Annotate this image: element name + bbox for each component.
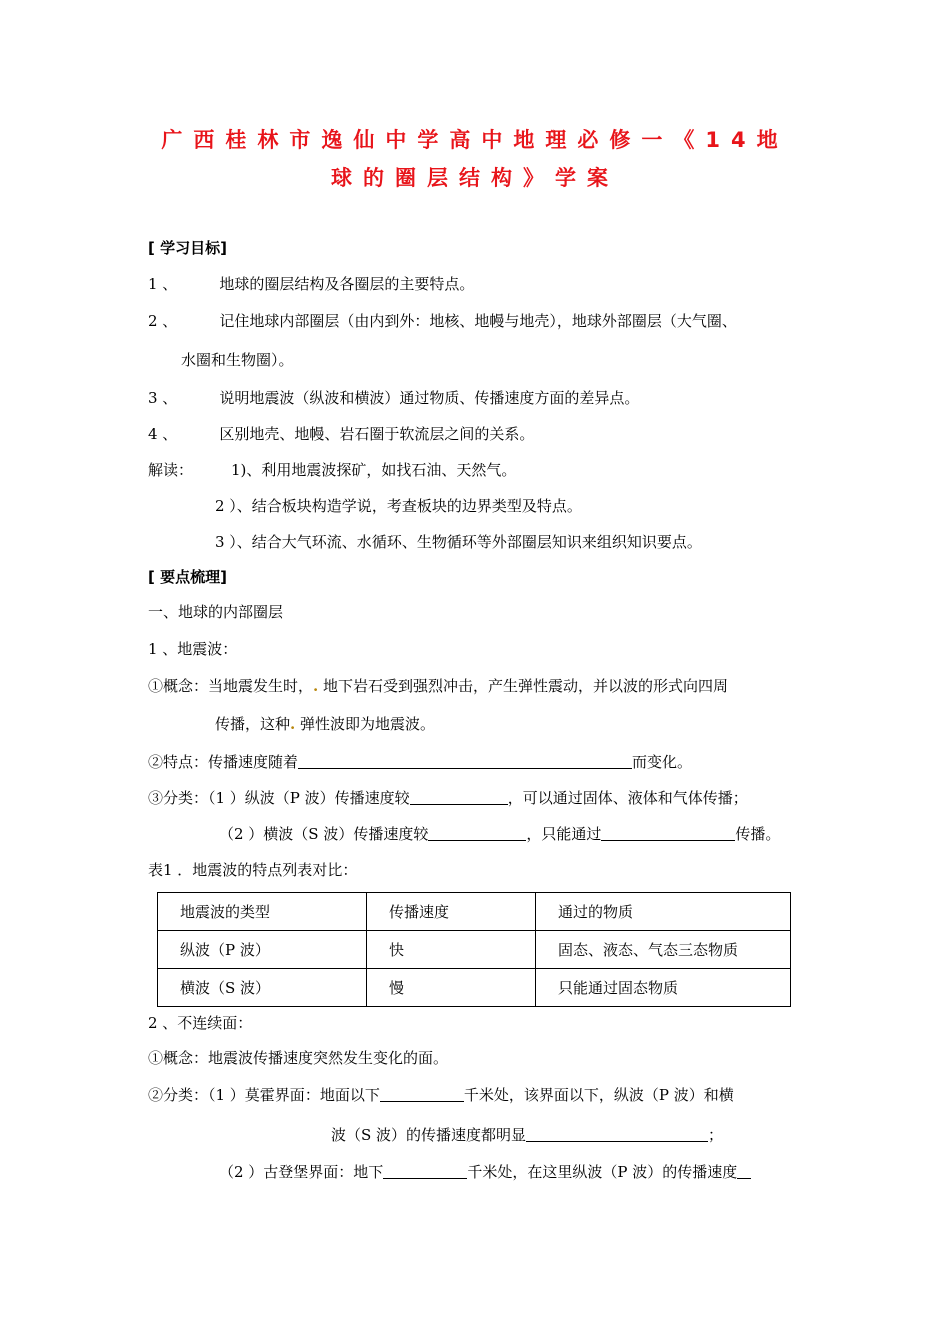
section-inner-layers: 一、地球的内部圈层 [148, 603, 284, 621]
table-cell: 固态、液态、气态三态物质 [536, 931, 791, 969]
classification-line-2 [219, 824, 780, 844]
interpret-item-3: 3 ）、结合大气环流、水循环、生物循环等外部圈层知识来组织知识要点。 [215, 533, 702, 551]
emphasis-dot: . [313, 677, 319, 695]
objective-number: 2 、 [148, 312, 178, 330]
table-row [158, 931, 791, 969]
moho-text: 千米处，该界面以下，纵波（P 波）和横 [463, 1086, 734, 1104]
table-cell: 快 [367, 931, 536, 969]
objective-text: 区别地壳、地幔、岩石圈于软流层之间的关系。 [219, 425, 535, 443]
document-title-line-2: 球的圈层结构》学案 [331, 166, 619, 190]
moho-text: ②分类：（1 ）莫霍界面：地面以下 [148, 1086, 380, 1104]
subsection-discontinuity: 2 、不连续面： [148, 1014, 253, 1032]
fill-blank[interactable] [410, 788, 508, 805]
classification-line-1 [148, 788, 748, 808]
objective-number: 3 、 [148, 389, 178, 407]
interpret-item-2: 2 ）、结合板块构造学说，考查板块的边界类型及特点。 [215, 497, 582, 515]
table-row [158, 969, 791, 1007]
concept-text: 地下岩石受到强烈冲击，产生弹性震动，并以波的形式向四周 [318, 677, 729, 695]
classification-text: ，可以通过固体、液体和气体传播； [507, 789, 748, 807]
points-heading: [ 要点梳理] [148, 568, 227, 586]
table-cell: 慢 [367, 969, 536, 1007]
objective-item-2-continued: 水圈和生物圈）。 [181, 351, 294, 369]
interpret-label: 解读： [148, 461, 194, 479]
table-header-cell: 通过的物质 [536, 893, 791, 931]
table-cell: 纵波（P 波） [158, 931, 367, 969]
gutenberg-text: 千米处，在这里纵波（P 波）的传播速度 [467, 1163, 738, 1181]
classification-text: （2 ）横波（S 波）传播速度较 [219, 825, 429, 843]
emphasis-dot: . [290, 715, 296, 733]
fill-blank[interactable] [428, 824, 526, 841]
objective-text: 说明地震波（纵波和横波）通过物质、传播速度方面的差异点。 [219, 389, 640, 407]
interpret-item-1: 1)、利用地震波探矿，如找石油、天然气。 [231, 461, 517, 479]
table-header-cell: 传播速度 [367, 893, 536, 931]
objectives-heading: [ 学习目标] [148, 239, 227, 257]
moho-text: 波（S 波）的传播速度都明显 [331, 1126, 527, 1144]
moho-line-1 [148, 1085, 734, 1105]
document-title-line-1: 广西桂林市逸仙中学高中地理必修一《14地 [161, 128, 789, 152]
objective-number: 4 、 [148, 425, 178, 443]
concept-line-1 [148, 676, 728, 696]
classification-text: ③分类：（1 ）纵波（P 波）传播速度较 [148, 789, 410, 807]
fill-blank[interactable] [383, 1162, 467, 1179]
fill-blank[interactable] [737, 1162, 751, 1179]
objective-text: 记住地球内部圈层（由内到外：地核、地幔与地壳），地球外部圈层（大气圈、 [219, 312, 737, 330]
fill-blank[interactable] [601, 824, 735, 841]
discontinuity-concept: ①概念：地震波传播速度突然发生变化的面。 [148, 1049, 449, 1067]
feature-text: 而变化。 [632, 753, 693, 771]
concept-line-2 [215, 714, 435, 734]
objective-item-4 [148, 424, 534, 444]
table-caption: 表1 ．地震波的特点列表对比： [148, 861, 358, 879]
fill-blank[interactable] [526, 1125, 708, 1142]
objective-text: 地球的圈层结构及各圈层的主要特点。 [219, 275, 475, 293]
concept-text: 弹性波即为地震波。 [295, 715, 436, 733]
table-header-row [158, 893, 791, 931]
gutenberg-text: （2 ）古登堡界面：地下 [219, 1163, 384, 1181]
classification-text: 传播。 [735, 825, 781, 843]
objective-item-3 [148, 388, 639, 408]
classification-text: ，只能通过 [526, 825, 602, 843]
fill-blank[interactable] [298, 752, 632, 769]
table-cell: 横波（S 波） [158, 969, 367, 1007]
feature-text: ②特点：传播速度随着 [148, 753, 299, 771]
moho-text: ； [708, 1126, 724, 1144]
concept-text: ①概念：当地震发生时， [148, 677, 314, 695]
fill-blank[interactable] [380, 1085, 464, 1102]
objective-item-2 [148, 311, 737, 331]
moho-line-2 [331, 1125, 723, 1145]
table-cell: 只能通过固态物质 [536, 969, 791, 1007]
table-header-cell: 地震波的类型 [158, 893, 367, 931]
gutenberg-line [219, 1162, 751, 1182]
subsection-seismic-waves: 1 、地震波： [148, 640, 238, 658]
seismic-wave-table [157, 892, 791, 1007]
concept-text: 传播，这种 [215, 715, 291, 733]
objective-number: 1 、 [148, 275, 178, 293]
objective-item-1 [148, 274, 474, 294]
feature-line [148, 752, 692, 772]
